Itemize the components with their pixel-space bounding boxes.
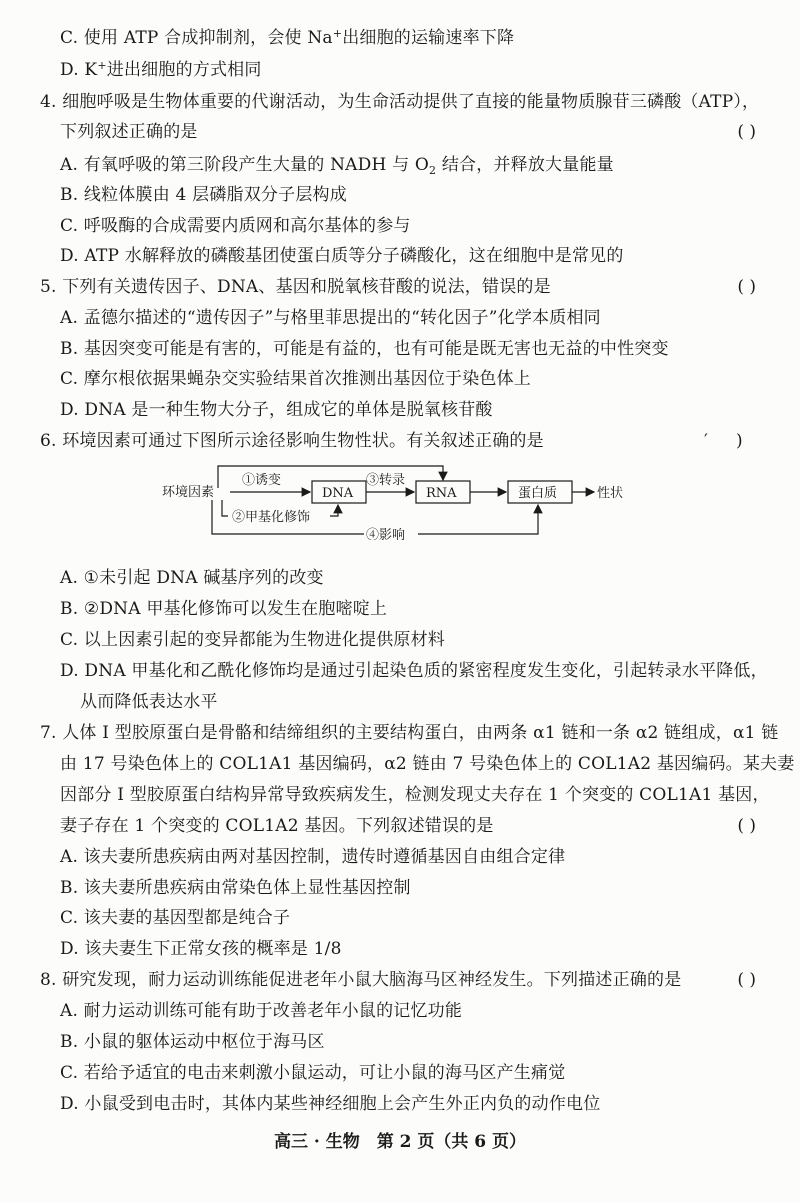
page-footer: 高三 · 生物 第 2 页（共 6 页） <box>273 1132 527 1152</box>
q4-option-d: D. ATP 水解释放的磷酸基团使蛋白质等分子磷酸化，这在细胞中是常见的 <box>60 246 624 266</box>
q8-option-d: D. 小鼠受到电击时，其体内某些神经细胞上会产生外正内负的动作电位 <box>60 1094 601 1114</box>
q6-stray-mark: ′ <box>704 431 709 451</box>
pathway-diagram <box>160 460 640 540</box>
q6-option-c: C. 以上因素引起的变异都能为生物进化提供原材料 <box>60 630 446 650</box>
mutation-label: ①诱变 <box>242 473 282 488</box>
q8-answer-blank: ( ) <box>737 970 756 990</box>
q4-option-a: A. 有氧呼吸的第三阶段产生大量的 NADH 与 $O_2$ 结合，并释放大量能量 <box>60 155 614 177</box>
methylation-label: ②甲基化修饰 <box>232 510 311 525</box>
q4-stem-cont: 下列叙述正确的是 <box>60 122 198 142</box>
q6-option-b: B. ②DNA 甲基化修饰可以发生在胞嘧啶上 <box>60 599 388 619</box>
q5-option-b: B. 基因突变可能是有害的，可能是有益的，也有可能是既无害也无益的中性突变 <box>60 339 669 359</box>
q5-option-a: A. 孟德尔描述的“遗传因子”与格里菲思提出的“转化因子”化学本质相同 <box>60 308 601 328</box>
q7-option-a: A. 该夫妻所患疾病由两对基因控制，遗传时遵循基因自由组合定律 <box>60 847 566 867</box>
q7-stem-4: 妻子存在 1 个突变的 COL1A2 基因。下列叙述错误的是 <box>60 816 494 836</box>
q6-stem: 6. 环境因素可通过下图所示途径影响生物性状。有关叙述正确的是 <box>40 431 544 451</box>
q8-option-a: A. 耐力运动训练可能有助于改善老年小鼠的记忆功能 <box>60 1001 463 1021</box>
influence-label: ④影响 <box>366 528 406 540</box>
q6-option-d: D. DNA 甲基化和乙酰化修饰均是通过引起染色质的紧密程度发生变化，引起转录水平降低， <box>60 661 768 681</box>
q5-option-d: D. DNA 是一种生物大分子，组成它的单体是脱氧核苷酸 <box>60 400 493 420</box>
q8-stem: 8. 研究发现，耐力运动训练能促进老年小鼠大脑海马区神经发生。下列描述正确的是 <box>40 970 682 990</box>
q3-option-c: C. 使用 ATP 合成抑制剂，会使 Na+出细胞的运输速率下降 <box>60 27 515 48</box>
q3-option-d: D. K+进出细胞的方式相同 <box>60 59 262 80</box>
env-factor-label: 环境因素 <box>162 485 215 500</box>
q6-option-a: A. ①未引起 DNA 碱基序列的改变 <box>60 568 324 588</box>
q7-option-d: D. 该夫妻生下正常女孩的概率是 1/8 <box>60 939 342 959</box>
q7-stem-3: 因部分 I 型胶原蛋白结构异常导致疾病发生，检测发现丈夫存在 1 个突变的 COL1A1 基因， <box>60 785 770 805</box>
protein-label: 蛋白质 <box>518 486 558 501</box>
q8-option-c: C. 若给予适宜的电击来刺激小鼠运动，可让小鼠的海马区产生痛觉 <box>60 1063 566 1083</box>
q4-option-c: C. 呼吸酶的合成需要内质网和高尔基体的参与 <box>60 216 411 236</box>
q4-answer-blank: ( ) <box>737 122 756 142</box>
q4-stem: 4. 细胞呼吸是生物体重要的代谢活动，为生命活动提供了直接的能量物质腺苷三磷酸（ATP）， <box>40 92 760 112</box>
q7-option-c: C. 该夫妻的基因型都是纯合子 <box>60 908 291 928</box>
dna-label: DNA <box>322 486 354 501</box>
q7-stem-2: 由 17 号染色体上的 COL1A1 基因编码，α2 链由 7 号染色体上的 COL1A2 基因编码。某夫妻 <box>60 754 795 774</box>
rna-label: RNA <box>426 486 457 501</box>
q7-answer-blank: ( ) <box>737 816 756 836</box>
q6-option-d-cont: 从而降低表达水平 <box>80 692 218 712</box>
q8-option-b: B. 小鼠的躯体运动中枢位于海马区 <box>60 1032 325 1052</box>
q5-option-c: C. 摩尔根依据果蝇杂交实验结果首次推测出基因位于染色体上 <box>60 369 532 389</box>
q4-option-b: B. 线粒体膜由 4 层磷脂双分子层构成 <box>60 185 347 205</box>
q5-answer-blank: ( ) <box>737 277 756 297</box>
q6-answer-blank-close: ) <box>736 431 743 451</box>
trait-label: 性状 <box>597 486 624 501</box>
q7-stem: 7. 人体 I 型胶原蛋白是骨骼和结缔组织的主要结构蛋白，由两条 α1 链和一条 α2 链组成，α1 链 <box>40 723 779 743</box>
q5-stem: 5. 下列有关遗传因子、DNA、基因和脱氧核苷酸的说法，错误的是 <box>40 277 551 297</box>
q7-option-b: B. 该夫妻所患疾病由常染色体上显性基因控制 <box>60 878 411 898</box>
transcription-label: ③转录 <box>366 473 406 488</box>
